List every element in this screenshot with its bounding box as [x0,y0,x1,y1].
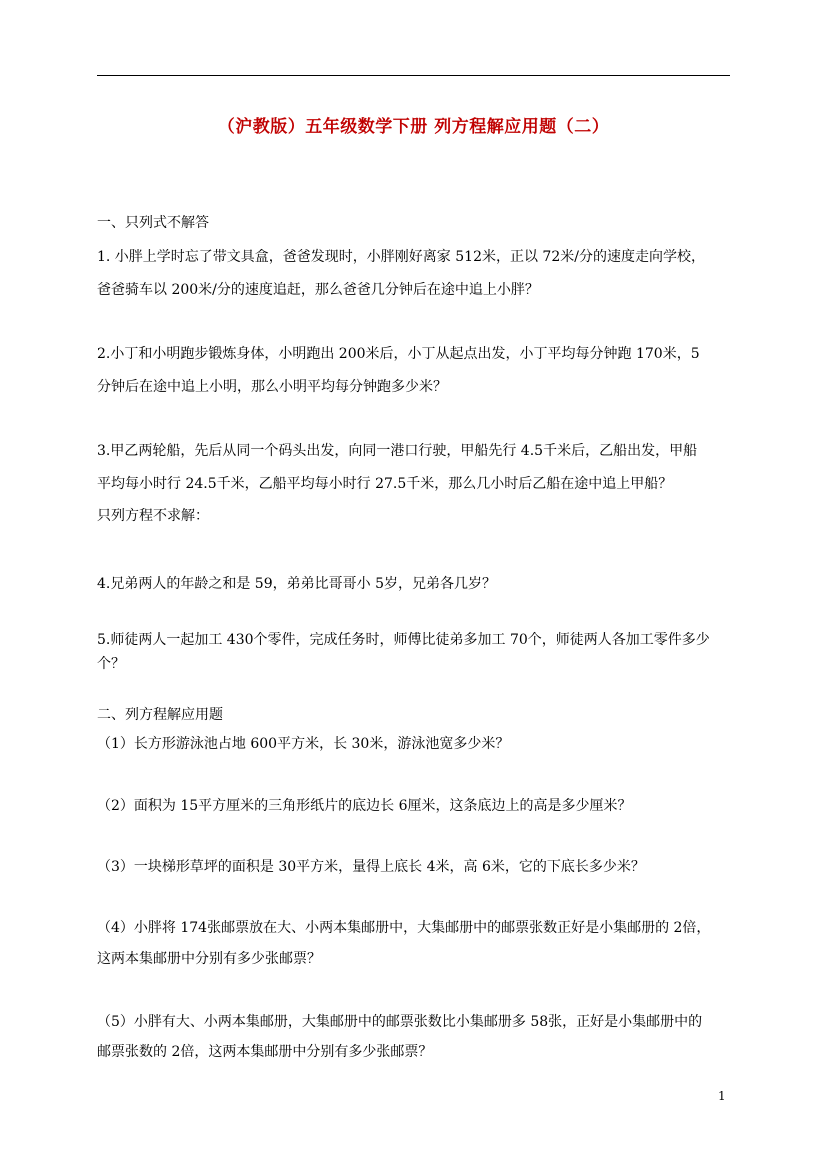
question-5-line-1: 5.师徒两人一起加工 430个零件，完成任务时，师傅比徒弟多加工 70个，师徒两人各加工零件多少 [97,632,710,648]
question-1-line-2: 爸爸骑车以 200米/分的速度追赶，那么爸爸几分钟后在途中追上小胖？ [97,282,539,298]
question-1-line-1: 1. 小胖上学时忘了带文具盒，爸爸发现时，小胖刚好离家 512米，正以 72米/分的速度走向学校， [97,249,705,265]
page-title: （沪教版）五年级数学下册 列方程解应用题（二） [217,117,610,137]
section-heading-1: 一、只列式不解答 [97,215,209,231]
question-3-line-1: 3.甲乙两轮船，先后从同一个码头出发，向同一港口行驶，甲船先行 4.5千米后，乙船出发，甲船 [97,443,698,459]
problem-5-line-2: 邮票张数的 2倍，这两本集邮册中分别有多少张邮票？ [97,1044,433,1060]
question-3-line-2: 平均每小时行 24.5千米，乙船平均每小时行 27.5千米，那么几小时后乙船在途中追上甲船？ [97,476,673,492]
section-heading-2: 二、列方程解应用题 [97,707,223,723]
question-2-line-2: 分钟后在途中追上小明，那么小明平均每分钟跑多少米？ [97,379,447,395]
question-4-line-1: 4.兄弟两人的年龄之和是 59，弟弟比哥哥小 5岁，兄弟各几岁？ [97,576,496,592]
page-number: 1 [718,1089,726,1103]
problem-5-line-1: （5）小胖有大、小两本集邮册，大集邮册中的邮票张数比小集邮册多 58张，正好是小集邮册中的 [97,1014,703,1030]
header-rule [97,75,730,76]
problem-4-line-2: 这两本集邮册中分别有多少张邮票？ [97,951,321,967]
sub-heading: 只列方程不求解： [97,508,209,524]
problem-2-line-1: （2）面积为 15平方厘米的三角形纸片的底边长 6厘米，这条底边上的高是多少厘米？ [97,798,632,814]
problem-1-line-1: （1）长方形游泳池占地 600平方米，长 30米，游泳池宽多少米？ [97,736,510,752]
problem-3-line-1: （3）一块梯形草坪的面积是 30平方米，量得上底长 4米，高 6米，它的下底长多少米？ [97,859,645,875]
question-2-line-1: 2.小丁和小明跑步锻炼身体，小明跑出 200米后，小丁从起点出发，小丁平均每分钟跑 170米，5 [97,346,700,362]
question-5-line-2: 个？ [97,656,125,672]
problem-4-line-1: （4）小胖将 174张邮票放在大、小两本集邮册中，大集邮册中的邮票张数正好是小集邮册的 2倍， [97,920,711,936]
